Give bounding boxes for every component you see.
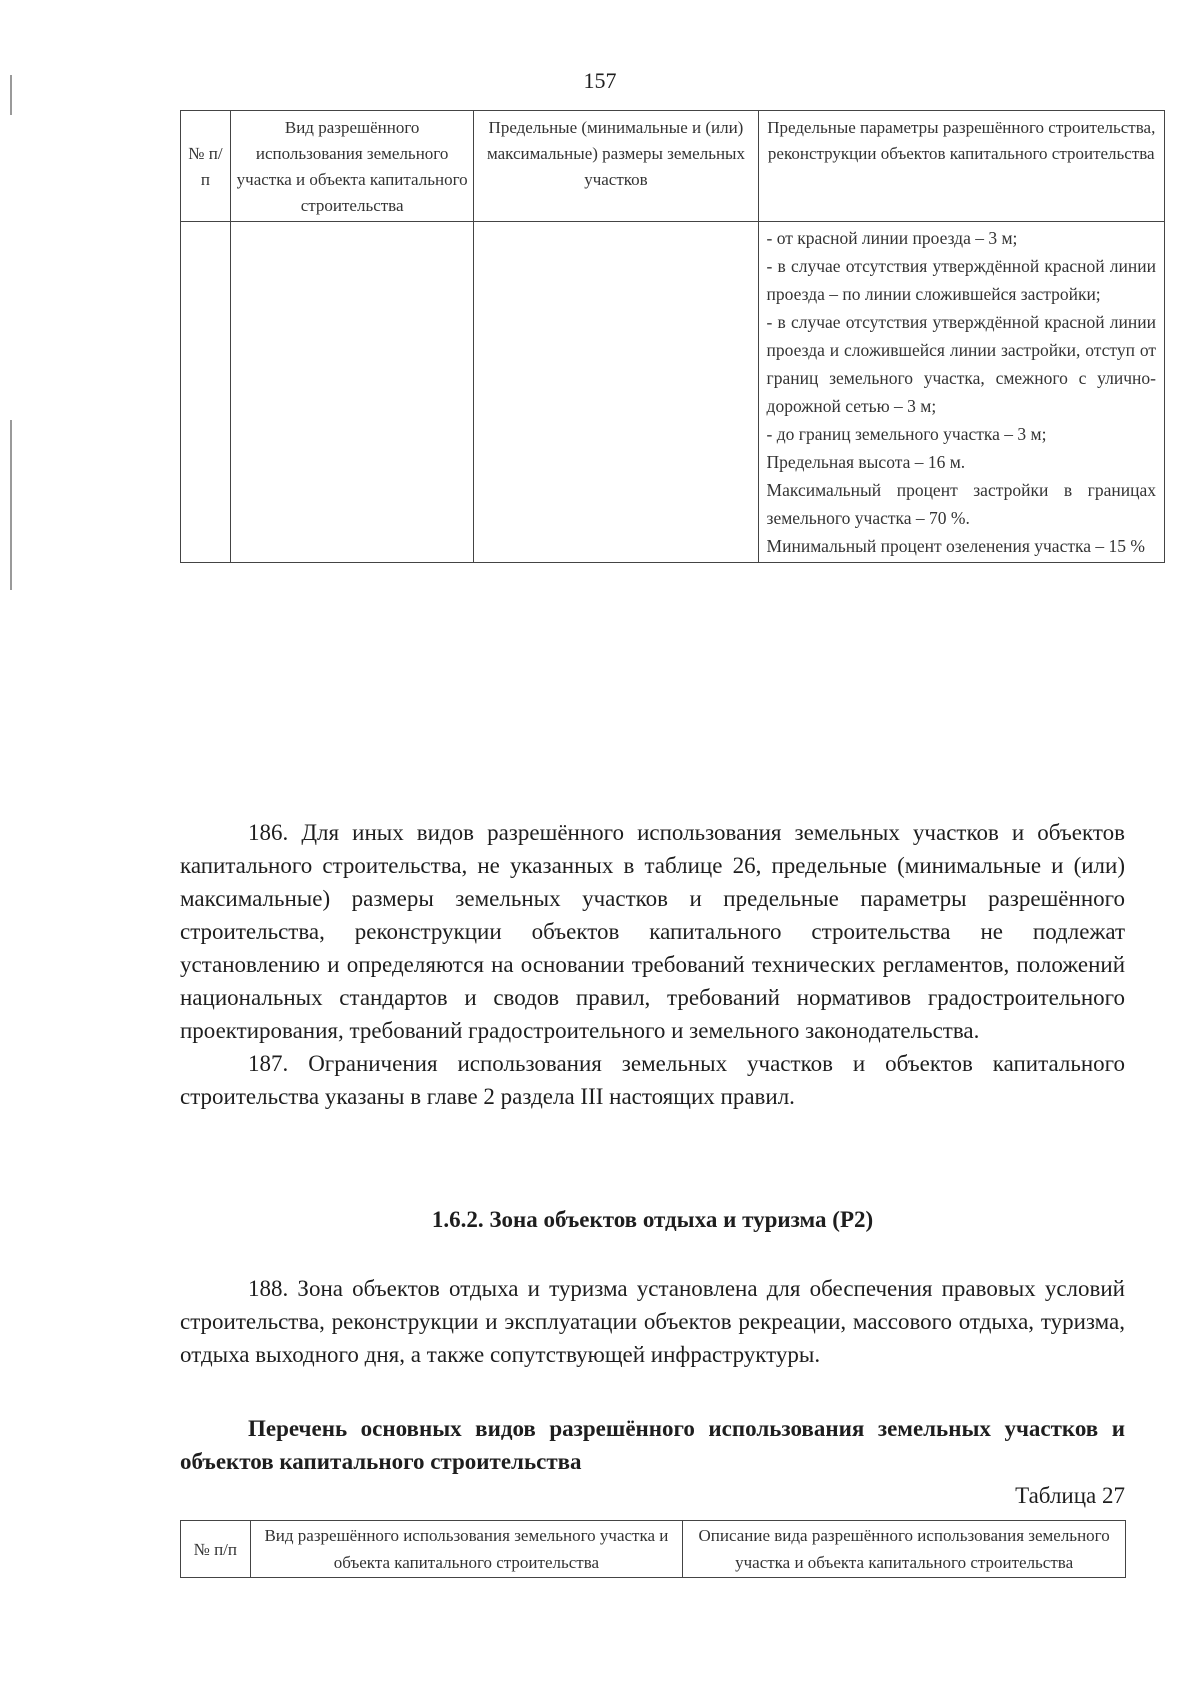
table-header-row (181, 111, 1165, 222)
param-line: - в случае отсутствия утверждённой красной линии проезда – по линии сложившейся застройки; (766, 256, 1156, 304)
scan-edge-mark-bottom (10, 420, 12, 590)
table-row (181, 222, 1165, 563)
list-title: Перечень основных видов разрешённого использования земельных участков и объектов капитального строительства (180, 1416, 1125, 1474)
body-paragraphs (180, 816, 1125, 1113)
param-line: - до границ земельного участка – 3 м; (766, 424, 1047, 444)
parameters-table (180, 110, 1165, 563)
header-construction-params: Предельные параметры разрешённого строительства, реконструкции объектов капитального строительства (758, 111, 1164, 222)
paragraph-187: 187. Ограничения использования земельных участков и объектов капитального строительства указаны в главе 2 раздела III настоящих правил. (180, 1051, 1125, 1109)
section-heading: 1.6.2. Зона объектов отдыха и туризма (Р2) (431, 1207, 874, 1232)
header-plot-sizes: Предельные (минимальные и (или) максимальные) размеры земельных участков (474, 111, 758, 222)
header-use-description: Описание вида разрешённого использования земельного участка и объекта капитального строительства (683, 1521, 1126, 1578)
zone-description (180, 1272, 1125, 1371)
param-line: - в случае отсутствия утверждённой красной линии проезда и сложившейся линии застройки, отступ от границ земельного участка, смежного с улично-дорожной сетью – 3 м; (766, 312, 1156, 416)
header-use-type: Вид разрешённого использования земельного участка и объекта капитального строительства (230, 111, 473, 222)
paragraph-186: 186. Для иных видов разрешённого использования земельных участков и объектов капитального строительства, не указанных в таблице 26, предельные (минимальные и (или) максимальные) размеры земельных участков и предельные параметры разрешённого строительства, реконструкции объектов капитального строительства не подлежат установлению и определяются на основании требований технических регламентов, положений национальных стандартов и сводов правил, требований нормативов градостроительного проектирования, требований градостроительного и земельного законодательства. (180, 820, 1125, 1043)
permitted-use-table (180, 1520, 1126, 1578)
param-line: Предельная высота – 16 м. (766, 452, 966, 472)
param-line: - от красной линии проезда – 3 м; (766, 228, 1018, 248)
header-number: № п/п (181, 1521, 251, 1578)
cell-number (181, 222, 231, 563)
cell-construction-params (758, 222, 1164, 563)
cell-plot-sizes (474, 222, 758, 563)
cell-use-type (230, 222, 473, 563)
paragraph-188: 188. Зона объектов отдыха и туризма установлена для обеспечения правовых условий строительства, реконструкции и эксплуатации объектов рекреации, массового отдыха, туризма, отдыха выходного дня, а также сопутствующей инфраструктуры. (180, 1276, 1125, 1367)
table-caption: Таблица 27 (1015, 1483, 1125, 1508)
header-use-type: Вид разрешённого использования земельного участка и объекта капитального строительства (250, 1521, 683, 1578)
param-line: Максимальный процент застройки в границах земельного участка – 70 %. (766, 480, 1156, 528)
header-number: № п/п (181, 111, 231, 222)
param-line: Минимальный процент озеленения участка – 15 % (766, 536, 1145, 556)
table-header-row (181, 1521, 1126, 1578)
page-number: 157 (583, 68, 617, 93)
